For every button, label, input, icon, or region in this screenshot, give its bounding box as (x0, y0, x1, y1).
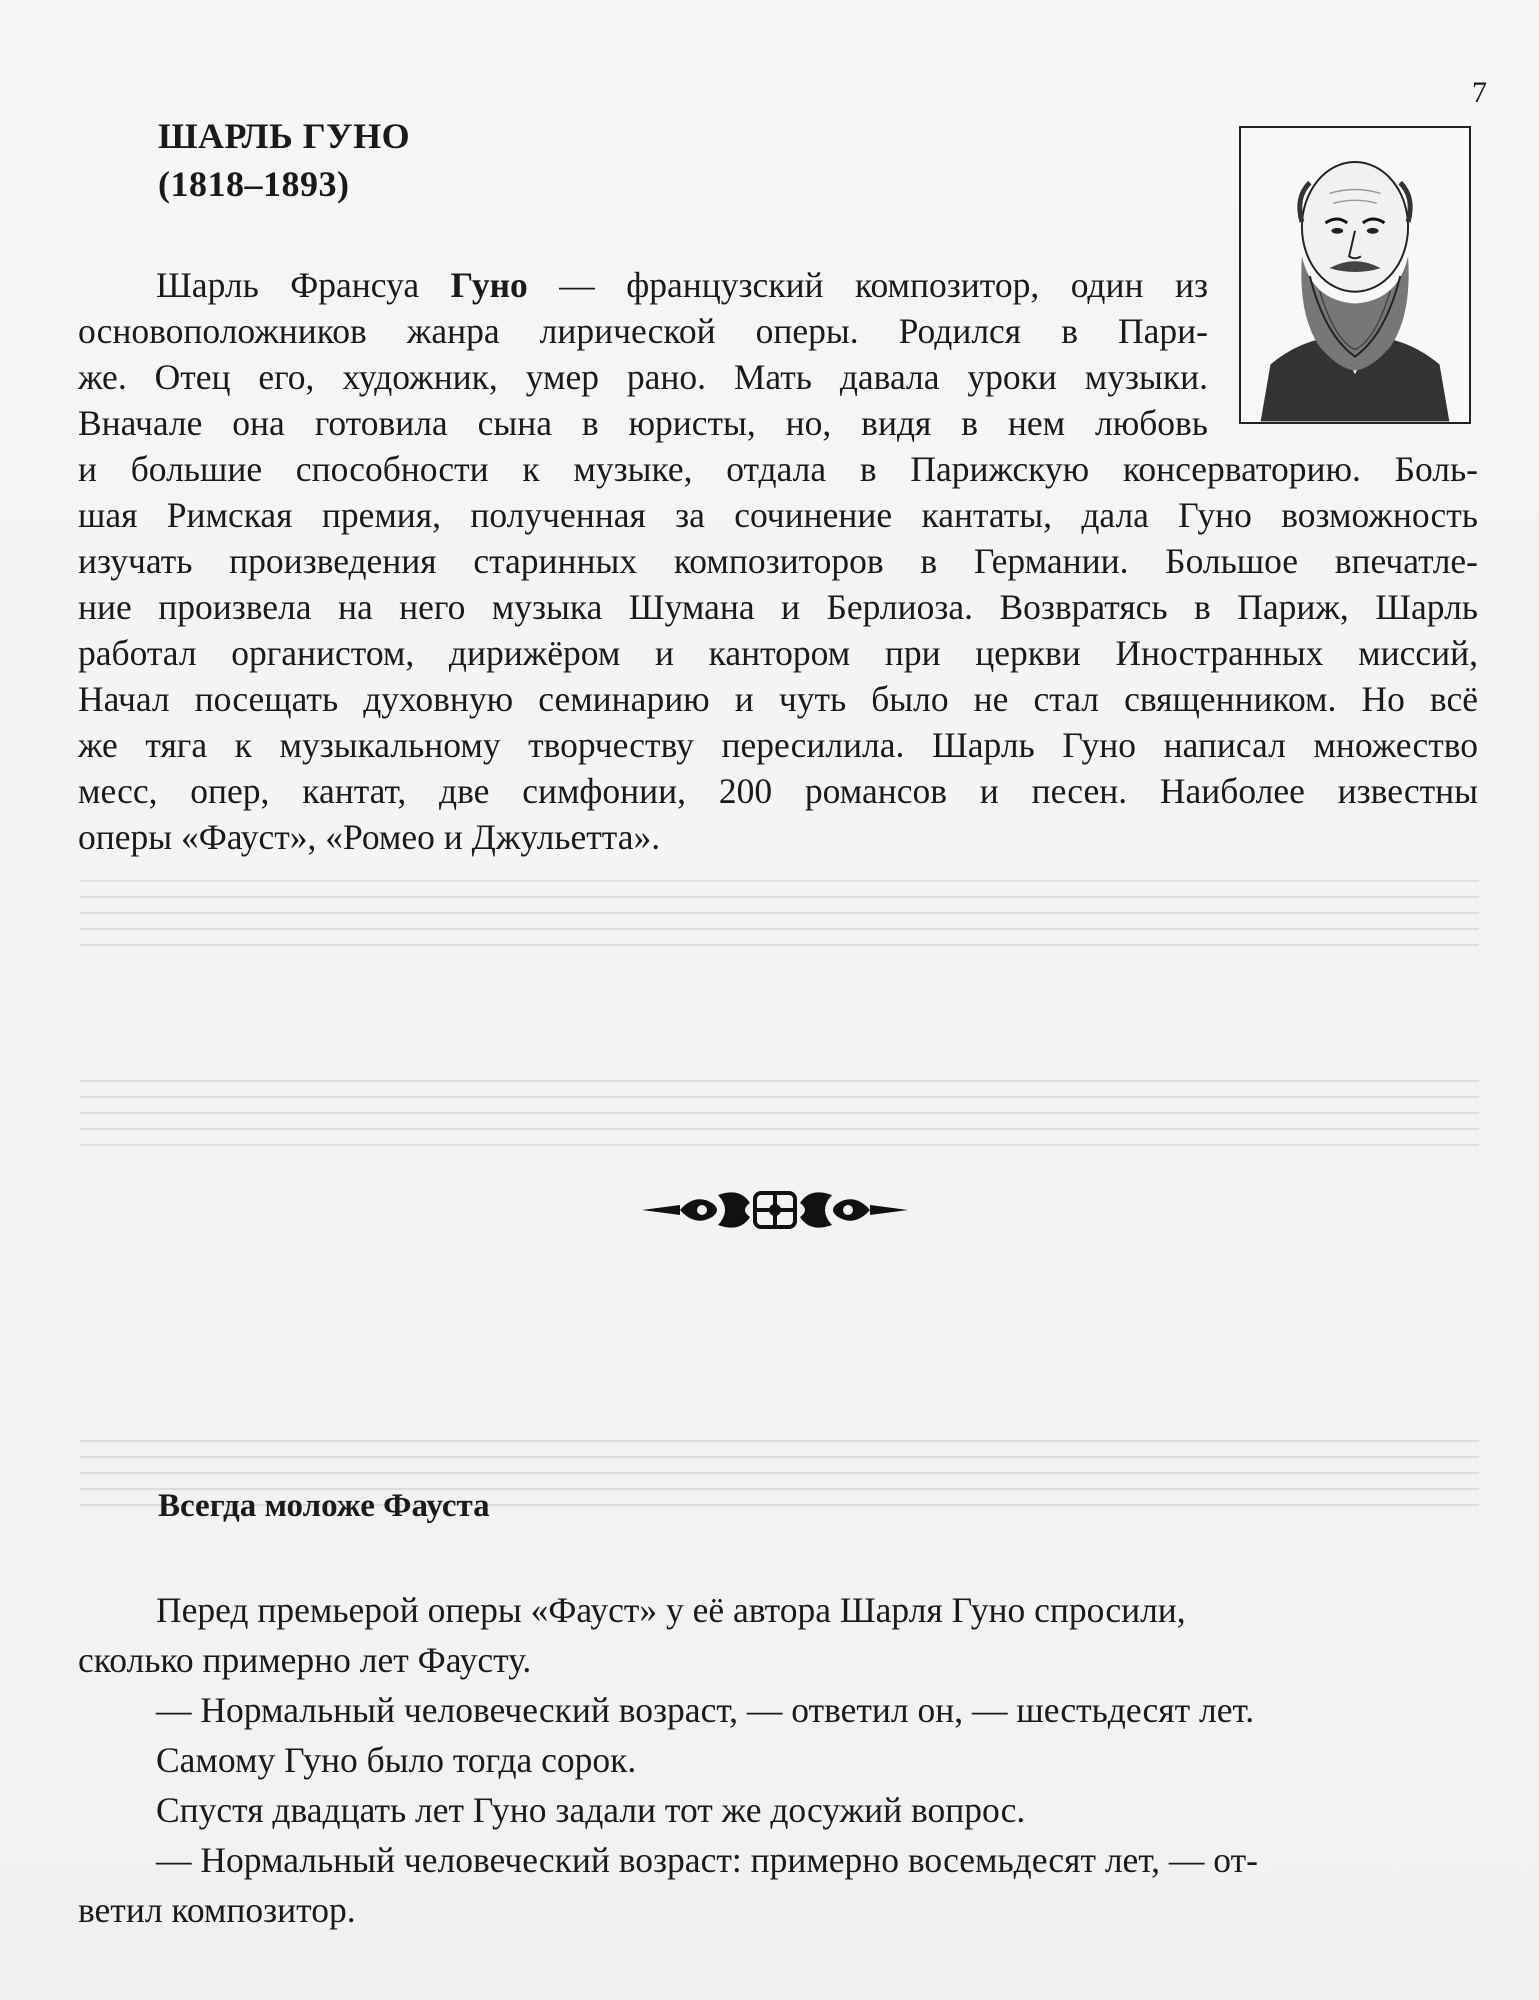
bio-line: ние произвела на него музыка Шумана и Берлиоза. Возвратясь в Париж, Шарль (78, 587, 1478, 627)
page-number: 7 (1472, 76, 1487, 109)
bio-line: работал органистом, дирижёром и кантором при церкви Иностранных миссий, (78, 633, 1478, 673)
composer-name: ШАРЛЬ ГУНО (158, 116, 411, 156)
anecdote-line: Перед премьерой оперы «Фауст» у её автора Шарля Гуно спросили, (156, 1590, 1186, 1630)
bio-line: Вначале она готовила сына в юристы, но, видя в нем любовь (78, 403, 1208, 443)
bio-line: же тяга к музыкальному творчеству пересилила. Шарль Гуно написал множество (78, 725, 1478, 765)
decorative-ornament-icon (640, 1185, 910, 1235)
ghost-staff (80, 1080, 1479, 1160)
bio-line: месс, опер, кантат, две симфонии, 200 романсов и песен. Наиболее известны (78, 771, 1478, 811)
anecdote-line: сколько примерно лет Фаусту. (78, 1640, 532, 1680)
bio-line: основоположников жанра лирической оперы. Родился в Пари- (78, 311, 1208, 351)
bio-line: же. Отец его, художник, умер рано. Мать давала уроки музыки. (78, 357, 1208, 397)
biography-text (78, 262, 1478, 860)
bio-bold-name: Гуно (450, 265, 528, 305)
anecdote-text (78, 1585, 1478, 1935)
bio-line: шая Римская премия, полученная за сочинение кантаты, дала Гуно возможность (78, 495, 1478, 535)
anecdote-title: Всегда моложе Фауста (158, 1488, 490, 1524)
bio-line: Начал посещать духовную семинарию и чуть было не стал священником. Но всё (78, 679, 1478, 719)
anecdote-line: Спустя двадцать лет Гуно задали тот же досужий вопрос. (156, 1790, 1026, 1830)
anecdote-line: Самому Гуно было тогда сорок. (156, 1740, 637, 1780)
bio-line: оперы «Фауст», «Ромео и Джульетта». (78, 817, 661, 857)
bio-line: Шарль Франсуа Гуно — французский композитор, один из (156, 265, 1208, 305)
ghost-staff (80, 880, 1479, 960)
section-divider (640, 1185, 910, 1235)
composer-years: (1818–1893) (158, 164, 350, 204)
anecdote-line: ветил композитор. (78, 1890, 356, 1930)
composer-heading (158, 112, 410, 208)
bio-line: и большие способности к музыке, отдала в Парижскую консерваторию. Боль- (78, 449, 1478, 489)
anecdote-line: — Нормальный человеческий возраст: примерно восемьдесят лет, — от- (156, 1840, 1258, 1880)
bio-line: изучать произведения старинных композиторов в Германии. Большое впечатле- (78, 541, 1478, 581)
anecdote-line: — Нормальный человеческий возраст, — ответил он, — шестьдесят лет. (156, 1690, 1255, 1730)
